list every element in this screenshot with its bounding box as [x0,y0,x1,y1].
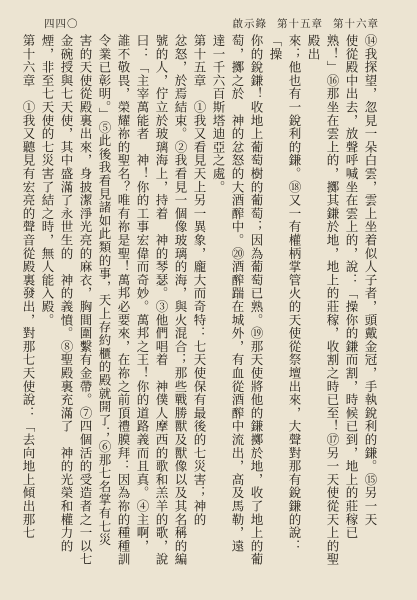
text-column: 來；他也有一銳利的鎌。⑱又一有權柄掌管火的天使從祭壇出來，大聲對那有銳鎌的說：「操 [268,34,302,553]
text-column: 忿怒，於焉結束。②我看見一個像玻璃的海，與火混合；那些戰勝獸及獸像以及其名稱的編 [173,34,188,566]
page-number: 四四〇 [44,18,79,30]
text-column: 萄，擲之於 神的忿怒的大酒醡中。⑳酒醡踹在城外，有血從酒醡中流出，高及馬勒，遠 [230,34,245,553]
text-column: 使從殿中出去，放聲呼喊坐在雲上的，說：「操你的鎌而割，時候已到，地上的莊稼已 [344,34,359,540]
text-column: 害的天使從殿裏出來，身披潔淨光亮的麻衣，胸間圍繫有金帶。⑦四個活的受造者之一以七 [78,34,93,566]
book-title: 啟示錄 [232,18,267,30]
running-header [233,16,380,31]
text-column: 熟！」⑯那坐在雲上的，擲其鎌於地，地上的莊稼，收割之時已至！⑰另一天使從天上的聖殿出 [306,34,340,566]
chapter-range-2: 第十六章 [333,18,379,30]
body-text [21,34,380,578]
text-column: 煙，非至七天使的七災害了結之時，無人能入殿。 [40,34,55,327]
chapter-16-column: 第十六章 ①我又聽見有宏亮的聲音從殿裏發出，對那七天使說：「去向地上傾出那七 [21,34,36,540]
text-column: 金碗授與七天使，其中盛滿了永世生的 神的義憤。⑧聖殿裏充滿了 神的光榮和權力的 [59,34,74,553]
text-column: 誰不敬畏，榮耀祢的聖名？唯有祢是聖！萬邦必要來，在祢之前頂禮膜拜：因為祢的種種訓 [116,34,131,566]
chapter-15-column: 第十五章 ①我又看見天上另一異象，龐大而奇特：七天使保有最後的七災害；神的 [192,34,207,527]
text-column: 號的人，佇立於玻璃海上，持着 神的琴瑟。③他們唱着 神僕人摩西的歌和羔羊的歌，說 [154,34,169,566]
text-column: 達一千六百斯塔迪亞之處。 [211,34,226,194]
chapter-range-1: 第十五章 [277,18,323,30]
text-column: 令業已彰明。」⑤此後我看見諸如此類的事，天上存約櫃的殿就開了；⑥那七名掌有七災 [97,34,112,547]
text-column: ⑭我探望，忽見一朵白雲，雲上坐着似人子者，頭戴金冠，手執銳利的鎌。⑮另一天 [363,34,378,527]
text-column: 你的銳鎌！收地上葡萄樹的葡萄；因為葡萄已熟。⑲那天使將他的鎌擲於地，收了地上的葡 [249,34,264,566]
text-column: 曰：「主宰萬能者 神！你的工事宏偉而奇妙。萬邦之王！你的道路義而且真。④主啊， [135,34,150,553]
